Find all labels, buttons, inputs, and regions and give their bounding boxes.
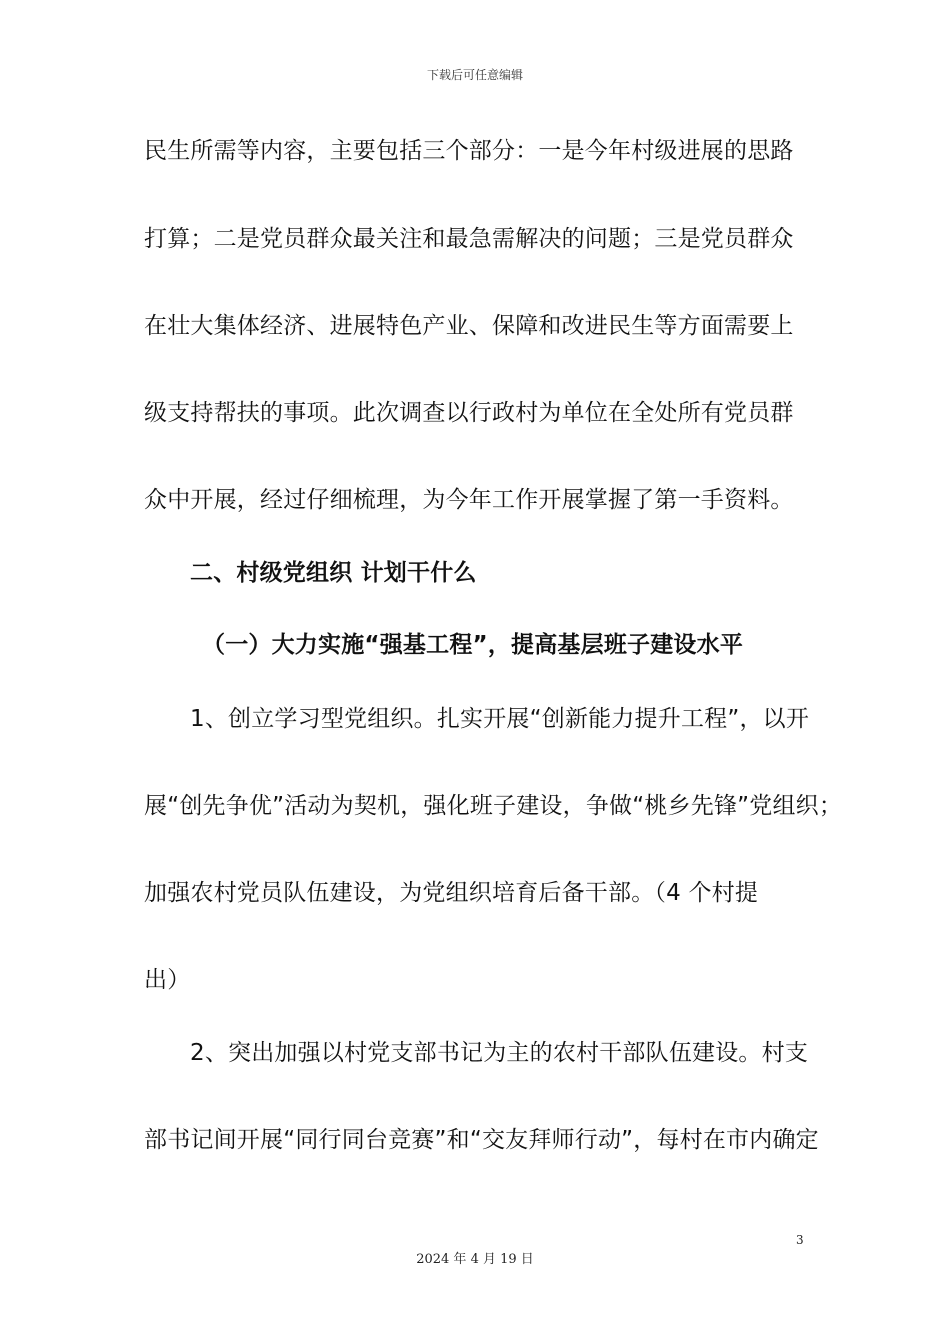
paragraph-line: 民生所需等内容，主要包括三个部分：一是今年村级进展的思路 [144,138,794,164]
paragraph-line: 出） [144,967,191,993]
section-heading: 二、村级党组织 计划干什么 [190,560,477,586]
page-number: 3 [796,1233,804,1247]
paragraph-line: 1、创立学习型党组织。扎实开展“创新能力提升工程”，以开 [190,706,810,732]
subsection-heading: （一）大力实施“强基工程”，提高基层班子建设水平 [202,632,744,658]
footer-date: 2024 年 4 月 19 日 [416,1252,534,1267]
paragraph-line: 部书记间开展“同行同台竞赛”和“交友拜师行动”，每村在市内确定 [144,1127,819,1153]
paragraph-line: 在壮大集体经济、进展特色产业、保障和改进民生等方面需要上 [144,313,794,339]
paragraph-line: 打算；二是党员群众最关注和最急需解决的问题；三是党员群众 [144,226,794,252]
paragraph-line: 众中开展，经过仔细梳理，为今年工作开展掌握了第一手资料。 [144,487,794,513]
paragraph-line: 加强农村党员队伍建设，为党组织培育后备干部。（4 个村提 [144,880,759,906]
paragraph-line: 展“创先争优”活动为契机，强化班子建设，争做“桃乡先锋”党组织； [144,793,843,819]
paragraph-line: 级支持帮扶的事项。此次调查以行政村为单位在全处所有党员群 [144,400,794,426]
paragraph-line: 2、突出加强以村党支部书记为主的农村干部队伍建设。村支 [190,1040,809,1066]
header-note: 下载后可任意编辑 [426,68,523,82]
